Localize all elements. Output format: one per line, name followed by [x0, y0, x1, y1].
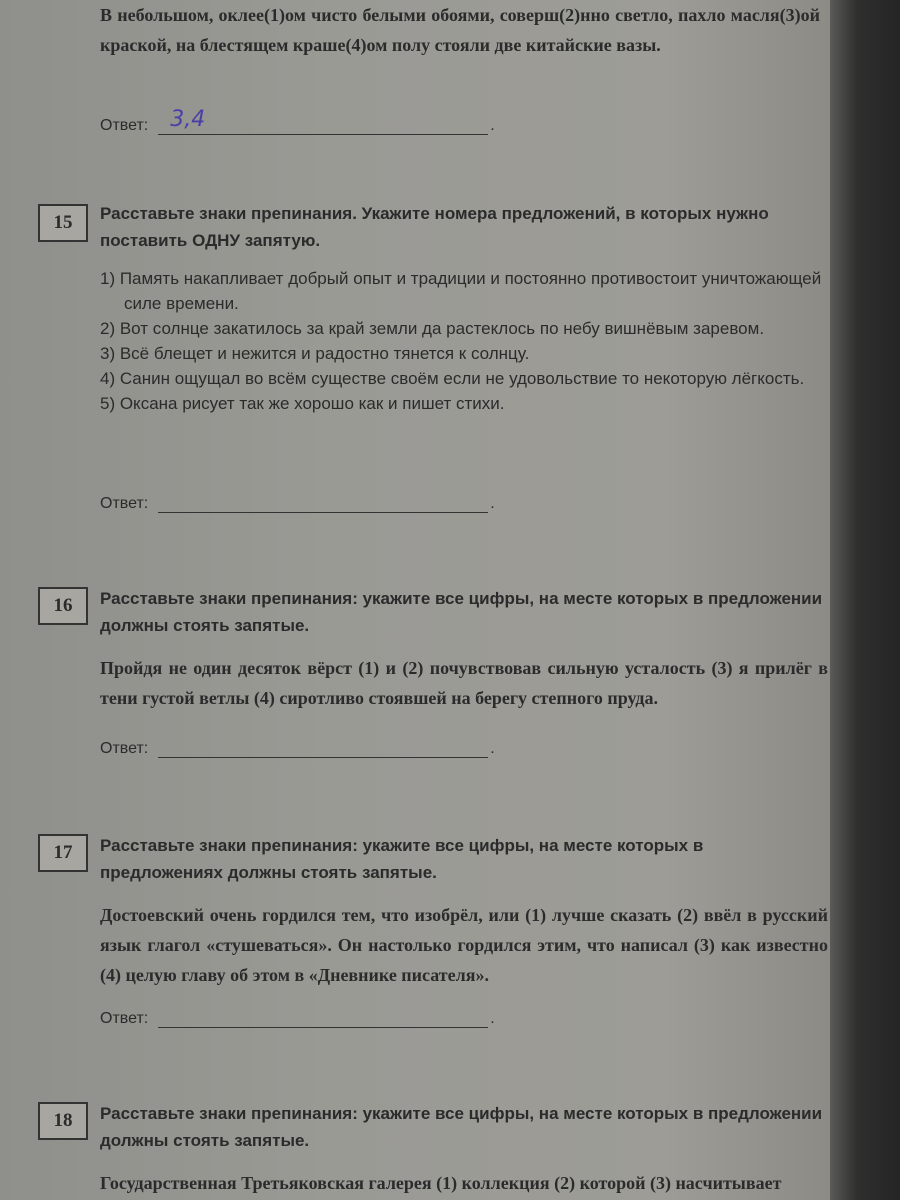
task-text: Расставьте знаки препинания: укажите все цифры, на месте которых в предложении должны стоять запятые.: [100, 589, 823, 635]
page-edge-shadow: [830, 0, 900, 1200]
list-item: 3) Всё блещет и нежится и радостно тянется к солнцу.: [100, 344, 530, 363]
answer-line[interactable]: [158, 1005, 488, 1028]
question-number: 18: [38, 1102, 88, 1140]
answer-label: Ответ:: [100, 740, 149, 757]
task-text: Расставьте знаки препинания: укажите все цифры, на месте которых в предложениях должны стоять запятые.: [100, 836, 704, 882]
q15-answer: Ответ: .: [100, 490, 495, 513]
sentence-list: [100, 266, 828, 416]
list-item: 2) Вот солнце закатилось за край земли да растеклось по небу вишнёвым заревом.: [100, 319, 765, 338]
handwritten-answer: 3,4: [170, 107, 206, 132]
answer-line[interactable]: [158, 735, 488, 758]
question-number: 16: [38, 587, 88, 625]
q16-answer: Ответ: .: [100, 735, 495, 758]
task-text: Расставьте знаки препинания: укажите все цифры, на месте которых в предложении должны стоять запятые.: [100, 1104, 823, 1150]
task-sentence: Пройдя не один десяток вёрст (1) и (2) почувствовав сильную усталость (3) я прилёг в тени густой ветлы (4) сиротливо стоявшей на берегу степного пруда.: [100, 658, 828, 708]
task-text: Расставьте знаки препинания. Укажите номера предложений, в которых нужно поставить ОДНУ запятую.: [100, 204, 769, 250]
q17-answer: Ответ: .: [100, 1005, 495, 1028]
q14-answer: Ответ: 3,4 .: [100, 107, 495, 134]
answer-label: Ответ:: [100, 1010, 149, 1027]
answer-line[interactable]: [158, 490, 488, 513]
answer-line[interactable]: [158, 107, 488, 135]
task-sentence: Государственная Третьяковская галерея (1) коллекция (2) которой (3) насчитывает: [100, 1173, 782, 1193]
list-item: 1) Память накапливает добрый опыт и традиции и постоянно противостоит уничтожающей силе времени.: [100, 269, 822, 313]
answer-label: Ответ:: [100, 117, 149, 134]
question-number: 15: [38, 204, 88, 242]
list-item: 4) Санин ощущал во всём существе своём если не удовольствие то некоторую лёгкость.: [100, 369, 805, 388]
q14-sentence: В небольшом, оклее(1)ом чисто белыми обоями, соверш(2)нно светло, пахло масля(3)ой краской, на блестящем краше(4)ом полу стояли две китайские вазы.: [100, 5, 820, 55]
task-sentence: Достоевский очень гордился тем, что изобрёл, или (1) лучше сказать (2) ввёл в русский язык глагол «стушеваться». Он настолько гордился этим, что написал (3) как известно (4) целую главу об этом в «Дневнике писателя».: [100, 905, 828, 985]
question-number: 17: [38, 834, 88, 872]
list-item: 5) Оксана рисует так же хорошо как и пишет стихи.: [100, 394, 505, 413]
answer-label: Ответ:: [100, 495, 149, 512]
